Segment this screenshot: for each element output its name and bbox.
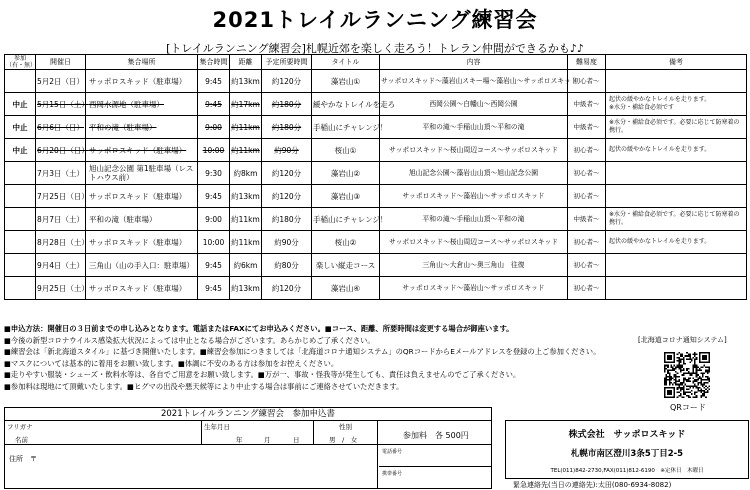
header-date: 開催日 — [36, 55, 86, 70]
qr-label: QRコード — [670, 403, 706, 412]
address-label: 住所 〒 — [9, 455, 37, 463]
cell-level: 初心者～ — [568, 254, 606, 277]
qr-code-icon[interactable] — [664, 352, 710, 398]
cell-place: サッポロスキッド（駐車場） — [86, 231, 198, 254]
note-line: ■申込方法：開催日の３日前までの申し込みとなります。電話またはFAXにてお申込みください。■コース、距離、所要時間は変更する場合が御座います。 — [4, 324, 514, 333]
cell-remarks — [606, 70, 747, 93]
cell-level: 中級者～ — [568, 93, 606, 116]
company-box — [505, 420, 749, 479]
table-row — [5, 185, 747, 208]
table-row — [5, 254, 747, 277]
header-distance: 距離 — [230, 55, 262, 70]
year-label: 年 — [236, 436, 243, 444]
cell-date: 7月3日（土） — [36, 162, 86, 185]
cell-time: 9:45 — [198, 70, 230, 93]
cell-distance: 約17km — [230, 93, 262, 116]
cell-remarks: 起伏の緩やかなトレイルを走ります。 — [606, 139, 747, 162]
cell-content: 平和の滝～手稲山山頂～平和の滝 — [380, 116, 568, 139]
emergency-contact: 緊急連絡先(当日の連絡先):太田(080-6934-8082) — [513, 481, 672, 489]
cell-content: 三角山～大倉山～奥三角山 往復 — [380, 254, 568, 277]
table-row — [5, 208, 747, 231]
cell-name: 藻岩山④ — [312, 277, 380, 300]
gender-options[interactable]: 男 / 女 — [329, 436, 358, 444]
cell-time: 9:30 — [198, 162, 230, 185]
cell-time: 9:00 — [198, 208, 230, 231]
phone-label: 電話番号 — [382, 449, 403, 455]
cell-time: 10:00 — [198, 139, 230, 162]
table-row — [5, 231, 747, 254]
cell-status[interactable] — [5, 185, 36, 208]
cell-level: 中級者～ — [568, 208, 606, 231]
cell-remarks: 起伏の緩やかなトレイルを走ります。 — [606, 231, 747, 254]
cell-date: 8月7日（土） — [36, 208, 86, 231]
cell-level: 初心者～ — [568, 139, 606, 162]
cell-content: 旭山記念公園～藻岩山山頂～旭山記念公園 — [380, 162, 568, 185]
cell-content: 平和の滝～手稲山山頂～平和の滝 — [380, 208, 568, 231]
cell-duration: 約180分 — [262, 208, 312, 231]
schedule-table — [4, 54, 747, 300]
name-label: 名前 — [15, 436, 28, 444]
cell-duration: 約80分 — [262, 254, 312, 277]
cell-remarks — [606, 277, 747, 300]
cell-level: 初心者～ — [568, 70, 606, 93]
cell-content: サッポロスキッド～桜山周辺コース～サッポロスキッド — [380, 231, 568, 254]
header-time: 集合時間 — [198, 55, 230, 70]
cell-date: 8月28日（土） — [36, 231, 86, 254]
mobile-label: 携帯番号 — [382, 471, 403, 477]
table-row — [5, 70, 747, 93]
header-title: タイトル — [312, 55, 380, 70]
cell-time: 9:45 — [198, 277, 230, 300]
qr-system-label: [北海道コロナ通知システム] — [638, 336, 727, 344]
cell-duration: 約90分 — [262, 139, 312, 162]
cell-status[interactable] — [5, 162, 36, 185]
cell-status[interactable] — [5, 254, 36, 277]
cell-date: 7月25日（日） — [36, 185, 86, 208]
cell-status[interactable] — [5, 277, 36, 300]
furigana-label: フリガナ — [7, 423, 33, 431]
header-place: 集合場所 — [86, 55, 198, 70]
cell-place: 三角山（山の手入口：駐車場） — [86, 254, 198, 277]
header-content: 内容 — [380, 55, 568, 70]
cell-level: 初心者～ — [568, 277, 606, 300]
note-line: ■練習会は「新北海道スタイル」に基づき開催いたします。■練習会参加につきましては「北海道コロナ通知システム」のQRコードからEメールアドレスを登録の上ご参加ください。 — [4, 347, 601, 357]
cell-remarks — [606, 185, 747, 208]
cell-name: 桜山② — [312, 231, 380, 254]
header-duration: 予定所要時間 — [262, 55, 312, 70]
cell-status[interactable]: 中止 — [5, 116, 36, 139]
company-address: 札幌市南区澄川3条5丁目2-5 — [570, 449, 684, 459]
cell-place: 旭山記念公園 第1駐車場（レストハウス前） — [86, 162, 198, 185]
cell-content: サッポロスキッド～桜山周辺コース～サッポロスキッド — [380, 139, 568, 162]
cell-distance: 約13km — [230, 277, 262, 300]
birthdate-label: 生年月日 — [204, 423, 230, 431]
day-label: 日 — [293, 436, 300, 444]
note-line: ■今後の新型コロナウイルス感染拡大状況によっては中止となる場合がございます。あらかじめご了承ください。 — [4, 335, 375, 345]
cell-remarks: ※水分・補給食必須です。必要に応じて防寒着の携行。 — [606, 116, 747, 139]
cell-place: サッポロスキッド（駐車場） — [86, 185, 198, 208]
cell-remarks — [606, 162, 747, 185]
cell-duration: 約180分 — [262, 116, 312, 139]
cell-content: サッポロスキッド～藻岩山スキー場～藻岩山～サッポロスキッド — [380, 70, 568, 93]
cell-distance: 約11km — [230, 139, 262, 162]
cell-date: 9月25日（土） — [36, 277, 86, 300]
cell-distance: 約13km — [230, 185, 262, 208]
cell-place: 西岡水源地（駐車場） — [86, 93, 198, 116]
note-line: ■走りやすい服装・シューズ・飲料水等は、各自でご用意をお願い致します。■万が一、事故・怪我等が発生しても、責任は負えませんのでご了承ください。 — [4, 370, 521, 380]
application-title: 2021トレイルランニング練習会 参加申込書 — [5, 408, 491, 421]
table-row — [5, 162, 747, 185]
cell-level: 中級者～ — [568, 116, 606, 139]
cell-remarks — [606, 254, 747, 277]
cell-distance: 約11km — [230, 116, 262, 139]
cell-status[interactable] — [5, 231, 36, 254]
table-row — [5, 139, 747, 162]
cell-distance: 約6km — [230, 254, 262, 277]
page-title: 2021トレイルランニング練習会 — [212, 8, 538, 32]
month-label: 月 — [264, 436, 271, 444]
cell-date: 6月6日（日） — [36, 116, 86, 139]
cell-name: 藻岩山③ — [312, 185, 380, 208]
note-line: ■参加料は現地にて頂戴いたします。■ヒグマの出没や悪天候等により中止する場合は事前にご連絡させていただきます。 — [4, 381, 404, 391]
cell-status[interactable]: 中止 — [5, 139, 36, 162]
cell-distance: 約13km — [230, 70, 262, 93]
company-name: 株式会社 サッポロスキッド — [568, 430, 686, 440]
header-level: 難易度 — [568, 55, 606, 70]
header-status: 参加 （有・無） — [6, 55, 37, 69]
cell-date: 9月4日（土） — [36, 254, 86, 277]
cell-remarks: ※水分・補給食必須です。必要に応じて防寒着の携行。 — [606, 208, 747, 231]
cell-level: 初心者～ — [568, 231, 606, 254]
note-line: ■マスクについては基本的に着用をお願い致します。■体調に不安のある方は参加をお控えください。 — [4, 358, 339, 368]
cell-level: 初心者～ — [568, 162, 606, 185]
cell-place: サッポロスキッド（駐車場） — [86, 70, 198, 93]
cell-time: 9:45 — [198, 93, 230, 116]
cell-distance: 約11km — [230, 208, 262, 231]
cell-place: サッポロスキッド（駐車場） — [86, 139, 198, 162]
cell-time: 9:45 — [198, 185, 230, 208]
cell-duration: 約120分 — [262, 185, 312, 208]
cell-status[interactable]: 中止 — [5, 93, 36, 116]
cell-duration: 約90分 — [262, 231, 312, 254]
cell-place: 平和の滝（駐車場） — [86, 116, 198, 139]
cell-distance: 約11km — [230, 231, 262, 254]
cell-date: 6月20日（日） — [36, 139, 86, 162]
cell-name: 桜山① — [312, 139, 380, 162]
cell-duration: 約180分 — [262, 93, 312, 116]
cell-status[interactable] — [5, 208, 36, 231]
cell-content: 西岡公園～白幡山～西岡公園 — [380, 93, 568, 116]
cell-remarks: 起伏の緩やかなトレイルを走ります。 ※水分・補給食必須です — [606, 93, 747, 116]
table-row — [5, 277, 747, 300]
cell-status[interactable] — [5, 70, 36, 93]
cell-time: 9:45 — [198, 254, 230, 277]
cell-name: 手稲山にチャレンジ！ — [312, 116, 380, 139]
cell-duration: 約120分 — [262, 162, 312, 185]
cell-level: 初心者～ — [568, 185, 606, 208]
cell-place: サッポロスキッド（駐車場） — [86, 277, 198, 300]
cell-name: 緩やかなトレイルを走ろ — [312, 93, 380, 116]
cell-duration: 約120分 — [262, 277, 312, 300]
header-remarks: 備考 — [606, 55, 747, 70]
cell-time: 10:00 — [198, 231, 230, 254]
page-subtitle: [トレイルランニング練習会]札幌近郊を楽しく走ろう！トレラン仲間ができるかも♪♪ — [166, 42, 584, 55]
notes — [4, 323, 746, 393]
company-tel: TEL(011)842-2730,FAX(011)812-6190 ※定休日 木曜日 — [550, 468, 704, 474]
application-form — [4, 407, 492, 489]
cell-name: 楽しい縦走コース — [312, 254, 380, 277]
cell-content: サッポロスキッド～藻岩山～サッポロスキッド — [380, 185, 568, 208]
cell-place: 平和の滝（駐車場） — [86, 208, 198, 231]
cell-distance: 約8km — [230, 162, 262, 185]
cell-duration: 約120分 — [262, 70, 312, 93]
cell-name: 藻岩山② — [312, 162, 380, 185]
gender-label: 性別 — [339, 423, 352, 431]
cell-time: 9:00 — [198, 116, 230, 139]
cell-date: 5月15日（土） — [36, 93, 86, 116]
table-row — [5, 93, 747, 116]
table-row — [5, 116, 747, 139]
cell-name: 手稲山にチャレンジ！ — [312, 208, 380, 231]
table-header-row — [5, 55, 747, 70]
fee-label: 参加料 各 500円 — [403, 431, 469, 440]
cell-date: 5月2日（日） — [36, 70, 86, 93]
cell-content: サッポロスキッド～藻岩山～サッポロスキッド — [380, 277, 568, 300]
cell-name: 藻岩山① — [312, 70, 380, 93]
